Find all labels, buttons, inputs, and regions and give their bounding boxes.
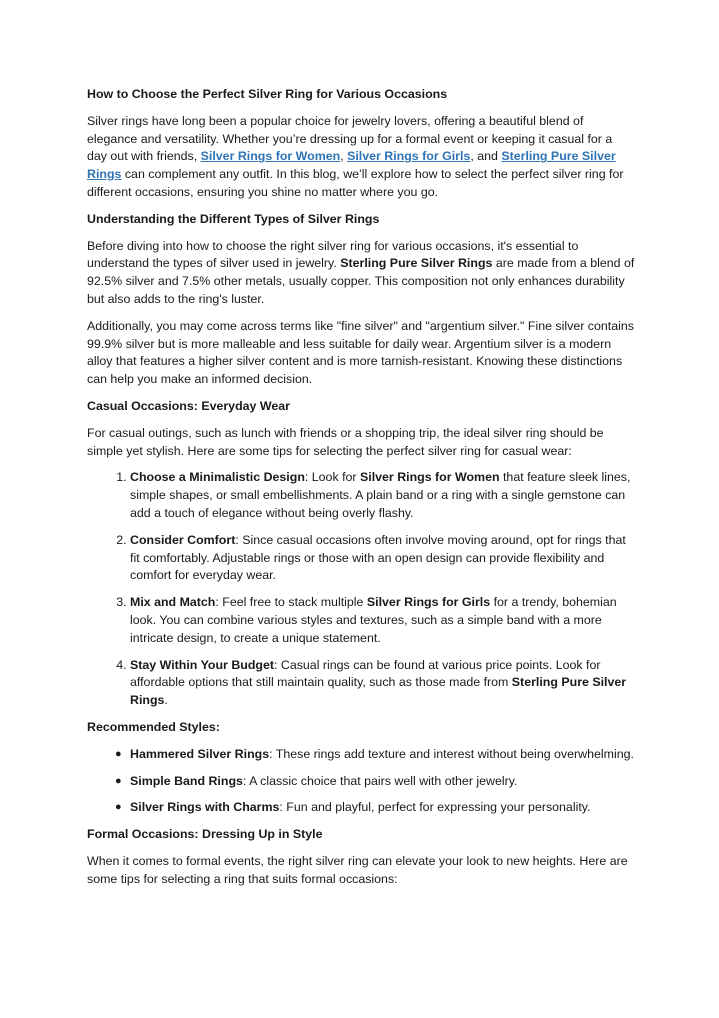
tip-title: Consider Comfort bbox=[130, 532, 236, 547]
section-heading-formal: Formal Occasions: Dressing Up in Style bbox=[87, 827, 323, 842]
types-p1-text-a: Before diving into how to choose the right silver ring for various occasions, it's essential to understand the types of silver used in jewelry. bbox=[87, 238, 579, 271]
tip-text-a: : Casual rings can be found at various price points. Look for affordable options that still maintain quality, such as those made from bbox=[130, 657, 601, 690]
formal-intro-paragraph: When it comes to formal events, the right silver ring can elevate your look to new heights. Here are some tips for selecting a ring that suits formal occasions: bbox=[87, 853, 628, 886]
section-heading-recommended: Recommended Styles: bbox=[87, 719, 220, 734]
bullet-icon: ● bbox=[115, 747, 122, 760]
tip-title: Stay Within Your Budget bbox=[130, 657, 274, 672]
list-item bbox=[115, 746, 635, 764]
bullet-icon: ● bbox=[115, 774, 122, 787]
tip-text-c: that feature sleek lines, simple shapes, or small embellishments. A plain band or a ring with a single gemstone can add a touch of elegance without being overly flashy. bbox=[130, 470, 631, 520]
list-item bbox=[130, 469, 635, 522]
tip-text-a: : Look for bbox=[304, 470, 360, 485]
list-item bbox=[115, 799, 635, 817]
style-title: Simple Band Rings bbox=[130, 773, 243, 788]
tip-title: Choose a Minimalistic Design bbox=[130, 470, 305, 485]
intro-sep-2: , and bbox=[470, 149, 502, 164]
tip-text-a: : Since casual occasions often involve moving around, opt for rings that fit comfortably. Adjustable rings or those with an open design can provide flexibility and comfort for everyday wear. bbox=[130, 532, 626, 583]
tip-text-c: for a trendy, bohemian look. You can combine various styles and textures, such as a simple band with a more intricate design, to create a unique statement. bbox=[130, 595, 617, 645]
list-item bbox=[130, 532, 635, 585]
tip-title: Mix and Match bbox=[130, 595, 216, 610]
style-text: : These rings add texture and interest without being overwhelming. bbox=[269, 746, 634, 761]
link-sterling-pure-silver-rings[interactable]: Sterling Pure Silver Rings bbox=[87, 149, 616, 182]
tip-bold: Sterling Pure Silver Rings bbox=[130, 675, 627, 708]
tip-text-c: . bbox=[164, 693, 168, 708]
section-heading-casual: Casual Occasions: Everyday Wear bbox=[87, 398, 290, 413]
tip-bold: Silver Rings for Girls bbox=[366, 595, 491, 610]
list-item bbox=[130, 657, 635, 710]
intro-paragraph bbox=[87, 113, 635, 202]
casual-tips-list bbox=[87, 469, 635, 710]
document-page bbox=[87, 86, 635, 897]
link-silver-rings-for-women[interactable]: Silver Rings for Women bbox=[200, 149, 341, 164]
intro-text-2: can complement any outfit. In this blog, we’ll explore how to select the perfect silver ring for different occasions, ensuring you shine no matter where you go. bbox=[87, 167, 624, 199]
types-p1-bold: Sterling Pure Silver Rings bbox=[340, 256, 493, 271]
style-text: : Fun and playful, perfect for expressing your personality. bbox=[279, 800, 591, 815]
tip-text-a: : Feel free to stack multiple bbox=[215, 595, 367, 610]
recommended-styles-list bbox=[87, 746, 635, 817]
casual-intro-paragraph: For casual outings, such as lunch with friends or a shopping trip, the ideal silver ring should be simple yet stylish. Here are some tips for selecting the perfect silver ring for casual wear: bbox=[87, 425, 604, 458]
list-item bbox=[130, 594, 635, 647]
types-p1-text-c: are made from a blend of 92.5% silver and 7.5% other metals, usually copper. This composition not only enhances durability but also adds to the ring's luster. bbox=[87, 256, 635, 306]
style-title: Hammered Silver Rings bbox=[130, 746, 270, 761]
style-text: : A classic choice that pairs well with other jewelry. bbox=[242, 773, 518, 788]
types-paragraph-1 bbox=[87, 238, 635, 309]
bullet-icon: ● bbox=[115, 801, 122, 814]
page-title: How to Choose the Perfect Silver Ring for Various Occasions bbox=[87, 87, 448, 101]
types-paragraph-2: Additionally, you may come across terms like "fine silver" and "argentium silver." Fine silver contains 99.9% silver but is more malleable and less suitable for daily wear. Argentium silver is a modern alloy that features a higher silver content and is more tarnish-resistant. Knowing these distinctions can help you make an informed decision. bbox=[87, 318, 634, 387]
link-silver-rings-for-girls[interactable]: Silver Rings for Girls bbox=[347, 149, 471, 164]
section-heading-types: Understanding the Different Types of Silver Rings bbox=[87, 211, 380, 226]
tip-bold: Silver Rings for Women bbox=[360, 470, 500, 485]
intro-text-1: Silver rings have long been a popular choice for jewelry lovers, offering a beautiful blend of elegance and versatility. Whether you’re dressing up for a formal event or keeping it casual for a day out with friends, bbox=[87, 113, 613, 164]
intro-sep-1: , bbox=[340, 149, 348, 164]
list-item bbox=[115, 773, 635, 791]
style-title: Silver Rings with Charms bbox=[130, 800, 280, 815]
